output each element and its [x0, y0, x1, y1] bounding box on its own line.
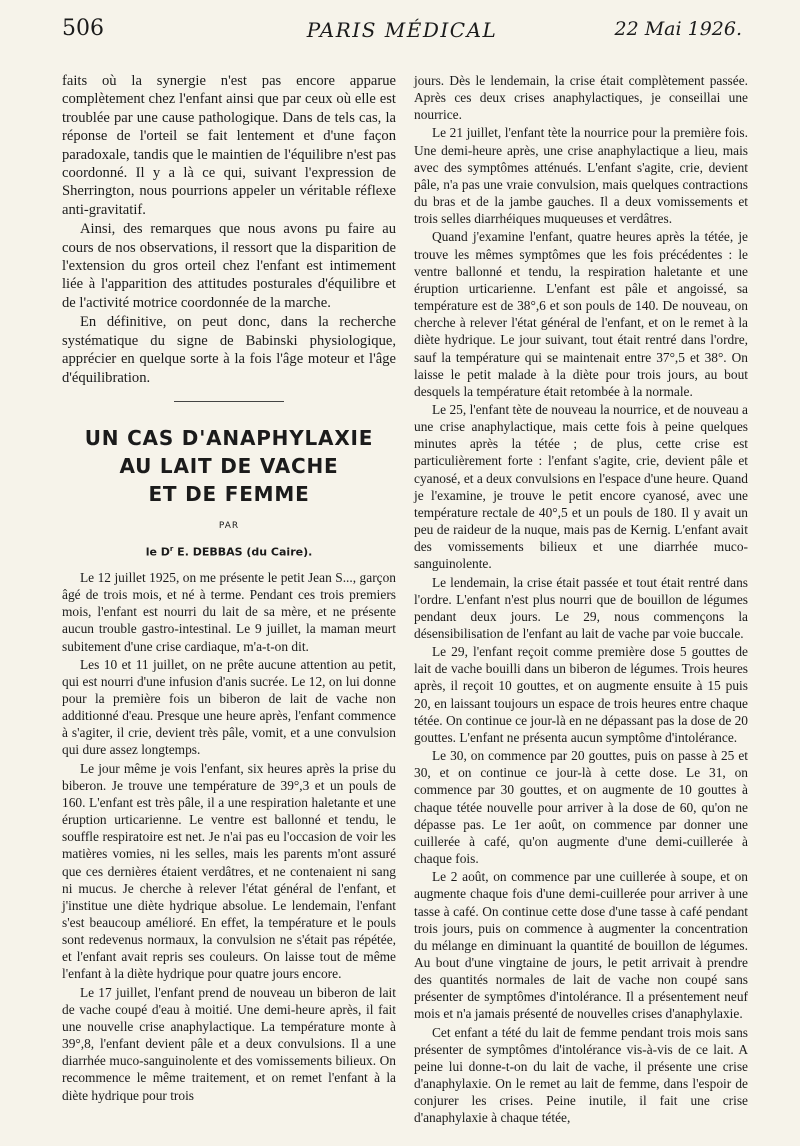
section-divider — [174, 401, 284, 402]
article-title-line: AU LAIT DE VACHE — [119, 453, 339, 478]
body-paragraph: Le jour même je vois l'enfant, six heures après la prise du biberon. Je trouve une température de 39°,3 et un pouls de 160. L'enfant est très pâle, il a une respiration haletante et une éruption urticarienne. Le ventre est ballonné et tendu, le souffle respiratoire est net. Je n'ai pas eu l'occasion de voir les matières vomies, ni les selles, mais les parents m'ont assuré que ces dernières étaient verdâtres, et ne contenaient ni sang ni mucus. Je cherche à relever l'état général de l'enfant, et j'institue une diète hydrique absolue. Le lendemain, l'enfant s'est beaucoup amélioré. En effet, la température et le pouls sont redevenus normaux, la convulsion ne s'était pas répétée, et l'enfant avait repris ses couleurs. On laisse tout de même l'enfant à la diète hydrique pour quatre jours encore. — [62, 760, 396, 982]
body-paragraph: Le 17 juillet, l'enfant prend de nouveau un biberon de lait de vache coupé d'eau à moitié. Une demi-heure après, il fait une nouvelle crise anaphylactique. La température monte à 39°,8, l'enfant devient pâle et a deux convulsions. Il a une diarrhée muco-sanguinolente et des vomissements bilieux. On recommence le même traitement, et on remet l'enfant à la diète hydrique pour trois — [62, 984, 396, 1103]
article-title-line: ET DE FEMME — [148, 481, 310, 506]
body-paragraph: Le 21 juillet, l'enfant tète la nourrice pour la première fois. Une demi-heure après, une crise anaphylactique a lieu, mais avec des symptômes atténués. L'enfant s'agite, crie, devient pâle, n'a pas une vraie convulsion, mais quelques contractions du bras et de la jambe gauches. Il a deux vomissements et trois selles diarrhéiques muqueuses et verdâtres. — [414, 125, 748, 227]
author-byline: le $D^r$ E. DEBBAS (du Caire). — [145, 545, 313, 559]
body-paragraph: Le 12 juillet 1925, on me présente le petit Jean S..., garçon âgé de trois mois, et né à terme. Pendant ces trois premiers mois, l'enfant est nourri du lait de sa mère, et ne présente aucun trouble gastro-intestinal. Le 9 juillet, la maman meurt subitement d'une crise cardiaque, m'a-t-on dit. — [62, 569, 396, 654]
page-header — [62, 16, 742, 52]
right-column — [414, 72, 748, 1128]
byline-par: PAR — [218, 520, 240, 531]
page-number: 506 — [62, 16, 104, 41]
body-paragraph: Quand j'examine l'enfant, quatre heures après la tétée, je trouve les mêmes symptômes que les fois précédentes : le ventre ballonné et tendu, la respiration haletante et une éruption urticarienne. L'enfant est pâle et angoissé, sa température est de 38°,6 et son pouls de 140. De nouveau, on cherche à relever l'état général de l'enfant, et on le remet à la diète hydrique. Le jour suivant, tout était rentré dans l'ordre, sauf la température qui se maintenait entre 37°,5 et 38°. On laisse le petit malade à la diète pour trois jours, au bout desquels la température était retombée à la normale. — [414, 229, 748, 399]
journal-title: PARIS MÉDICAL — [306, 18, 498, 42]
intro-paragraph: En définitive, on peut donc, dans la recherche systématique du signe de Babinski physiologique, apprécier en quelque sorte à la fois l'âge moteur et l'âge d'équilibration. — [62, 314, 396, 386]
body-paragraph: Le 30, on commence par 20 gouttes, puis on passe à 25 et 30, et on continue ce jour-là à cette dose. Le 31, on commence par 30 gouttes, et on augmente de 10 gouttes à chaque tétée nouvelle pour arriver à la dose de 60, qu'on ne dépasse pas. Le 1er août, on commence par donner une cuillerée à café, qu'on augmente d'une demi-cuillerée à chaque fois. — [414, 748, 748, 867]
issue-date: 22 Mai 1926. — [614, 18, 742, 40]
article-title-line: UN CAS D'ANAPHYLAXIE — [84, 425, 374, 450]
intro-paragraph: Ainsi, des remarques que nous avons pu faire au cours de nos observations, il ressort que la disparition de l'extension du gros orteil chez l'enfant est intimement liée à l'apparition des attitudes posturales d'équilibre et de l'activité motrice coordonnée de la marche. — [62, 221, 396, 311]
body-paragraph: Le 2 août, on commence par une cuillerée à soupe, et on augmente chaque fois d'une demi-cuillerée pour arriver à une tasse à café. On continue cette dose d'une tasse à café pendant trois jours, puis on commence à augmenter la concentration du mélange en diminuant la quantité de bouillon de légumes. Au bout d'une vingtaine de jours, le petit arrivait à prendre des quantités normales de lait de vache non coupé sans présenter de symptômes d'intolérance. Il a présentement neuf mois et n'a jamais présenté de nouvelles crises d'anaphylaxie. — [414, 869, 748, 1022]
body-paragraph: Le lendemain, la crise était passée et tout était rentré dans l'ordre. L'enfant n'est plus nourri que de bouillon de légumes pendant deux jours. Le 29, nous commençons la désensibilisation de l'enfant au lait de vache par voie buccale. — [414, 574, 748, 641]
body-paragraph: Le 25, l'enfant tète de nouveau la nourrice, et de nouveau a une crise anaphylactique, mais cette fois à peine quelques minutes après la tétée ; de plus, cette crise est particulièrement forte : l'enfant s'agite, crie, devient pâle et cyanosé, et a deux convulsions en l'espace d'une heure. Quand je l'examine, je trouve le petit encore cyanosé, avec une température rectale de 40°,5 et un pouls de 180. Il y avait un peu de raideur de la nuque, mais pas de Kernig. L'enfant avait des vomissements bilieux et une diarrhée muco-sanguinolente. — [414, 401, 748, 572]
body-paragraph: jours. Dès le lendemain, la crise était complètement passée. Après ces deux crises anaphylactiques, je conseillai une nourrice. — [414, 73, 748, 123]
intro-paragraph: faits où la synergie n'est pas encore apparue complètement chez l'enfant ainsi que par ceux où elle est troublée par une cause pathologique. Dans de tels cas, la réponse de l'orteil se fait lentement et d'une façon paradoxale, tandis que le maintien de l'équilibre n'est pas coordonné. Il y a là ce qui, suivant l'expression de Sherrington, nous pourrions appeler un véritable réflexe anti-gravitatif. — [62, 73, 396, 218]
body-paragraph: Les 10 et 11 juillet, on ne prête aucune attention au petit, qui est nourri d'une infusion d'anis sucrée. Le 12, on lui donne pour la première fois un biberon de lait de vache non additionné d'eau. Presque une heure après, l'enfant commence à s'agiter, il crie, devient très pâle, vomit, et a une convulsion qui dure assez longtemps. — [62, 656, 396, 758]
body-paragraph: Cet enfant a tété du lait de femme pendant trois mois sans présenter de symptômes d'intolérance vis-à-vis de ce lait. A peine lui donne-t-on du lait de vache, il présente une crise d'anaphylaxie. On le remet au lait de femme, dans l'espoir de conjurer les crises. Peine inutile, il fait une crise d'anaphylaxie à chaque tétée, — [414, 1024, 748, 1126]
body-paragraph: Le 29, l'enfant reçoit comme première dose 5 gouttes de lait de vache bouilli dans un biberon de légumes. Trois heures après, il reçoit 10 gouttes, et on augmente ensuite à 15 puis 20, en laissant toujours un espace de trois heures entre chaque tétée. On continue ce jour-là en ne dépassant pas la dose de 20 gouttes. L'enfant ne présenta aucun symptôme d'intolérance. — [414, 644, 749, 745]
left-column — [62, 72, 396, 1105]
article-title — [62, 424, 396, 508]
